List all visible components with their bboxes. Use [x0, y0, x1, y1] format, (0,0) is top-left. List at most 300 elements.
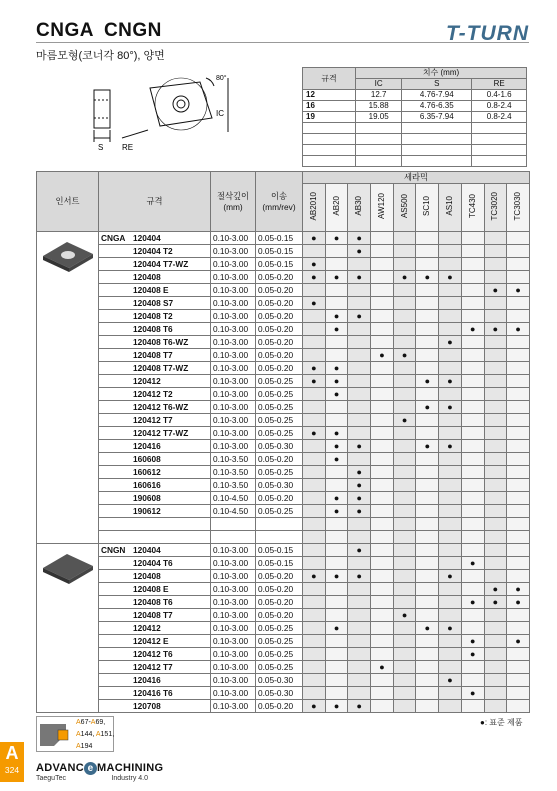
empty-cell	[256, 531, 303, 544]
depth-cell: 0.10-3.00	[211, 388, 256, 401]
feed-cell: 0.05-0.20	[256, 570, 303, 583]
standard-dot: ●	[333, 311, 340, 321]
footer-brand-e: e	[84, 762, 97, 775]
grade-cell	[325, 492, 348, 505]
grade-cell	[371, 284, 394, 297]
grade-cell	[303, 492, 326, 505]
ref-letter: A	[76, 731, 81, 738]
feed-cell: 0.05-0.30	[256, 479, 303, 492]
grade-cell	[416, 245, 439, 258]
spec-cell	[99, 687, 211, 700]
s-label: S	[98, 143, 104, 152]
spec-cell	[99, 466, 211, 479]
grade-cell	[439, 453, 462, 466]
grade-cell	[371, 232, 394, 245]
table-row	[37, 674, 530, 687]
grade-cell	[393, 609, 416, 622]
grade-cell	[371, 258, 394, 271]
dim-size: 12	[303, 90, 356, 101]
grade-header	[393, 184, 416, 232]
grade-cell	[484, 375, 507, 388]
spec-value: 120412 E	[133, 636, 169, 646]
grade-cell	[507, 427, 530, 440]
table-row	[37, 661, 530, 674]
grade-cell	[393, 427, 416, 440]
grade-label: AW120	[376, 193, 386, 219]
grade-cell	[348, 388, 371, 401]
feed-cell: 0.05-0.25	[256, 505, 303, 518]
grade-cell	[325, 635, 348, 648]
depth-cell: 0.10-3.00	[211, 258, 256, 271]
grade-cell	[439, 583, 462, 596]
standard-dot: ●	[311, 376, 317, 386]
col-re: RE	[472, 79, 527, 90]
grade-cell	[303, 596, 326, 609]
empty-cell	[393, 531, 416, 544]
grade-cell	[325, 232, 348, 245]
depth-cell: 0.10-4.50	[211, 505, 256, 518]
spec-cell	[99, 375, 211, 388]
feed-cell: 0.05-0.20	[256, 349, 303, 362]
table-row	[37, 648, 530, 661]
standard-dot: ●	[356, 545, 362, 555]
depth-cell: 0.10-3.00	[211, 596, 256, 609]
grade-cell	[393, 466, 416, 479]
ref-letter: A	[95, 731, 101, 738]
grade-cell	[348, 648, 371, 661]
grade-cell	[371, 570, 394, 583]
feed-cell: 0.05-0.25	[256, 648, 303, 661]
table-row	[37, 557, 530, 570]
spec-cell	[99, 245, 211, 258]
spec-cell	[99, 362, 211, 375]
grade-cell	[461, 284, 484, 297]
grade-cell	[484, 258, 507, 271]
dim-size: 19	[303, 112, 356, 123]
grade-cell	[484, 427, 507, 440]
table-row-empty	[37, 531, 530, 544]
grade-cell	[325, 544, 348, 557]
grade-cell	[507, 466, 530, 479]
standard-dot: ●	[333, 623, 340, 633]
grade-header	[325, 184, 348, 232]
grade-cell	[393, 583, 416, 596]
table-row	[37, 310, 530, 323]
grade-cell	[393, 284, 416, 297]
spec-cell	[99, 258, 211, 271]
depth-cell: 0.10-3.00	[211, 375, 256, 388]
standard-dot: ●	[469, 688, 476, 698]
spec-value: 120404 T7-WZ	[133, 259, 189, 269]
spec-value: 120408 T7	[133, 610, 173, 620]
dim-row	[303, 101, 527, 112]
standard-dot: ●	[469, 597, 476, 607]
spec-value: 120408	[133, 272, 161, 282]
standard-dot: ●	[356, 701, 362, 711]
ref-page: 144,	[80, 731, 96, 738]
empty-cell	[211, 518, 256, 531]
feed-cell: 0.05-0.20	[256, 700, 303, 713]
dim-s: 4.76-7.94	[402, 90, 472, 101]
standard-dot: ●	[447, 272, 453, 282]
feed-cell: 0.05-0.20	[256, 271, 303, 284]
grade-cell	[325, 700, 348, 713]
grade-cell	[371, 427, 394, 440]
table-row	[37, 453, 530, 466]
footer-brand-right: MACHINING	[97, 762, 164, 774]
grade-cell	[461, 245, 484, 258]
feed-cell: 0.05-0.15	[256, 258, 303, 271]
grade-cell	[303, 271, 326, 284]
grade-cell	[439, 505, 462, 518]
grade-cell	[371, 453, 394, 466]
grade-cell	[484, 323, 507, 336]
grade-cell	[303, 414, 326, 427]
grade-cell	[303, 648, 326, 661]
re-label: RE	[122, 143, 134, 152]
grade-cell	[416, 258, 439, 271]
col-s: S	[402, 79, 472, 90]
grade-cell	[507, 388, 530, 401]
grade-cell	[348, 414, 371, 427]
grade-label: TC3020	[490, 191, 500, 221]
page-subtitle: 마름모형(코너각 80°), 양면	[36, 50, 165, 62]
col-ic: IC	[356, 79, 402, 90]
footer-tagline: Industry 4.0	[111, 775, 148, 782]
standard-dot: ●	[333, 441, 340, 451]
grade-cell	[416, 609, 439, 622]
standard-dot: ●	[492, 324, 499, 334]
feed-cell: 0.05-0.20	[256, 596, 303, 609]
depth-cell: 0.10-3.00	[211, 700, 256, 713]
grade-cell	[439, 362, 462, 375]
grade-cell	[416, 700, 439, 713]
grade-cell	[461, 674, 484, 687]
empty-cell	[99, 518, 211, 531]
grade-cell	[439, 635, 462, 648]
standard-dot: ●	[447, 623, 453, 633]
grade-cell	[484, 609, 507, 622]
grade-cell	[416, 440, 439, 453]
depth-cell: 0.10-3.00	[211, 440, 256, 453]
dim-header: 치수 (mm)	[356, 68, 527, 79]
grade-cell	[507, 414, 530, 427]
depth-cell: 0.10-3.00	[211, 401, 256, 414]
table-row	[37, 349, 530, 362]
table-row	[37, 492, 530, 505]
grade-cell	[416, 427, 439, 440]
grade-cell	[393, 388, 416, 401]
legend	[480, 717, 522, 728]
grade-label: AB20	[331, 196, 341, 216]
spec-cell	[99, 297, 211, 310]
grade-cell	[393, 414, 416, 427]
dim-s: 4.76-6.35	[402, 101, 472, 112]
grade-label: AB30	[354, 196, 364, 216]
grade-cell	[507, 687, 530, 700]
spec-cell	[99, 583, 211, 596]
spec-cell	[99, 596, 211, 609]
grade-cell	[348, 310, 371, 323]
grade-cell	[348, 375, 371, 388]
table-row	[37, 271, 530, 284]
empty-cell	[416, 531, 439, 544]
grade-cell	[439, 349, 462, 362]
dim-row-empty	[303, 145, 527, 156]
grade-cell	[439, 674, 462, 687]
dim-row-empty	[303, 123, 527, 134]
grade-cell	[325, 362, 348, 375]
grade-cell	[371, 375, 394, 388]
feed-cell: 0.05-0.20	[256, 336, 303, 349]
insert-image-cell	[37, 544, 99, 713]
depth-cell: 0.10-3.00	[211, 648, 256, 661]
grade-cell	[484, 557, 507, 570]
feed-cell: 0.05-0.20	[256, 492, 303, 505]
feed-cell: 0.05-0.20	[256, 310, 303, 323]
grade-cell	[325, 349, 348, 362]
grade-cell	[393, 635, 416, 648]
feed-cell: 0.05-0.25	[256, 427, 303, 440]
empty-cell	[484, 531, 507, 544]
grade-cell	[416, 375, 439, 388]
grade-cell	[393, 323, 416, 336]
standard-dot: ●	[356, 233, 362, 243]
grade-cell	[303, 375, 326, 388]
table-row	[37, 401, 530, 414]
grade-cell	[303, 635, 326, 648]
grade-cell	[393, 622, 416, 635]
standard-dot: ●	[447, 376, 453, 386]
feed-cell: 0.05-0.25	[256, 401, 303, 414]
table-row	[37, 622, 530, 635]
grade-cell	[484, 401, 507, 414]
table-row	[37, 479, 530, 492]
spec-value: 120408 E	[133, 584, 169, 594]
grade-cell	[348, 674, 371, 687]
spec-cell	[99, 479, 211, 492]
standard-dot: ●	[424, 376, 430, 386]
grade-cell	[484, 336, 507, 349]
grade-cell	[416, 492, 439, 505]
dim-row	[303, 112, 527, 123]
grade-cell	[303, 557, 326, 570]
grade-cell	[371, 596, 394, 609]
grade-cell	[507, 479, 530, 492]
standard-dot: ●	[333, 376, 340, 386]
table-row	[37, 583, 530, 596]
grade-cell	[303, 401, 326, 414]
grade-cell	[303, 336, 326, 349]
grade-cell	[325, 661, 348, 674]
grade-cell	[303, 323, 326, 336]
grade-cell	[507, 232, 530, 245]
grade-cell	[484, 245, 507, 258]
table-row	[37, 635, 530, 648]
table-row	[37, 466, 530, 479]
grade-cell	[303, 479, 326, 492]
grade-cell	[325, 427, 348, 440]
standard-dot: ●	[356, 272, 362, 282]
grade-header	[461, 184, 484, 232]
grade-cell	[371, 245, 394, 258]
grade-label: AB2010	[308, 191, 318, 221]
grade-cell	[439, 700, 462, 713]
spec-value: 190608	[133, 493, 161, 503]
angle-label: 80°	[216, 75, 227, 82]
grade-cell	[303, 310, 326, 323]
grade-cell	[439, 622, 462, 635]
grade-cell	[484, 622, 507, 635]
dim-ic: 19.05	[356, 112, 402, 123]
table-row	[37, 362, 530, 375]
grade-cell	[371, 505, 394, 518]
grade-cell	[348, 440, 371, 453]
grade-cell	[325, 440, 348, 453]
grade-cell	[393, 336, 416, 349]
ceramic-header: 세라믹	[303, 172, 530, 184]
standard-dot: ●	[311, 363, 317, 373]
depth-cell: 0.10-3.00	[211, 245, 256, 258]
grade-cell	[416, 388, 439, 401]
grade-cell	[484, 648, 507, 661]
grade-cell	[416, 622, 439, 635]
table-row	[37, 414, 530, 427]
spec-cell	[99, 414, 211, 427]
empty-cell	[325, 531, 348, 544]
standard-dot: ●	[469, 324, 476, 334]
spec-cell	[99, 388, 211, 401]
grade-cell	[439, 401, 462, 414]
feed-cell: 0.05-0.15	[256, 232, 303, 245]
grade-cell	[461, 414, 484, 427]
size-header: 규격	[303, 68, 356, 90]
spec-cell	[99, 622, 211, 635]
grade-cell	[484, 700, 507, 713]
grade-cell	[507, 375, 530, 388]
grade-cell	[507, 310, 530, 323]
footer-brand-left: ADVANC	[36, 762, 85, 774]
grade-cell	[303, 440, 326, 453]
grade-cell	[348, 635, 371, 648]
grade-header	[348, 184, 371, 232]
grade-cell	[371, 466, 394, 479]
grade-cell	[507, 362, 530, 375]
grade-cell	[484, 310, 507, 323]
standard-dot: ●	[379, 662, 385, 672]
spec-value: 120408 S7	[133, 298, 174, 308]
feed-cell: 0.05-0.25	[256, 635, 303, 648]
standard-dot: ●	[333, 454, 340, 464]
grade-cell	[348, 427, 371, 440]
depth-cell: 0.10-3.00	[211, 609, 256, 622]
depth-cell: 0.10-3.00	[211, 583, 256, 596]
grade-header	[303, 184, 326, 232]
standard-dot: ●	[492, 584, 499, 594]
grade-cell	[371, 635, 394, 648]
spec-cell	[99, 661, 211, 674]
grade-cell	[325, 336, 348, 349]
cngn-insert-image	[37, 548, 97, 588]
grade-cell	[393, 674, 416, 687]
standard-dot: ●	[311, 428, 317, 438]
grade-cell	[303, 609, 326, 622]
spec-value: 120408 T6	[133, 324, 173, 334]
standard-dot: ●	[333, 324, 340, 334]
grade-cell	[439, 297, 462, 310]
grade-cell	[507, 349, 530, 362]
grade-cell	[439, 479, 462, 492]
grade-cell	[303, 466, 326, 479]
ref-page: 69,	[95, 719, 106, 726]
grade-cell	[303, 284, 326, 297]
grade-cell	[303, 258, 326, 271]
grade-cell	[416, 596, 439, 609]
grade-cell	[507, 271, 530, 284]
grade-cell	[371, 323, 394, 336]
standard-dot: ●	[333, 233, 340, 243]
table-row	[37, 596, 530, 609]
standard-dot: ●	[447, 402, 453, 412]
series-code: CNGA	[101, 233, 126, 243]
empty-cell	[256, 518, 303, 531]
standard-dot: ●	[424, 441, 430, 451]
grade-cell	[439, 388, 462, 401]
grade-cell	[461, 635, 484, 648]
depth-cell: 0.10-3.00	[211, 674, 256, 687]
grade-cell	[461, 375, 484, 388]
spec-cell	[99, 310, 211, 323]
grade-cell	[416, 414, 439, 427]
grade-cell	[348, 284, 371, 297]
spec-value: 120416	[133, 441, 161, 451]
ref-letter: A	[90, 719, 96, 726]
grade-table	[36, 171, 530, 713]
grade-cell	[371, 336, 394, 349]
standard-dot: ●	[311, 259, 317, 269]
grade-cell	[303, 453, 326, 466]
grade-cell	[393, 661, 416, 674]
grade-cell	[393, 362, 416, 375]
insert-image-cell	[37, 232, 99, 544]
grade-cell	[484, 284, 507, 297]
grade-cell	[439, 375, 462, 388]
grade-cell	[416, 557, 439, 570]
spec-cell	[99, 232, 211, 245]
empty-cell	[348, 531, 371, 544]
grade-header	[507, 184, 530, 232]
standard-dot: ●	[311, 233, 317, 243]
grade-cell	[439, 284, 462, 297]
table-row	[37, 570, 530, 583]
standard-dot: ●	[356, 480, 362, 490]
legend-dot: ●	[480, 718, 485, 727]
feed-cell: 0.05-0.25	[256, 414, 303, 427]
grade-cell	[461, 401, 484, 414]
grade-cell	[325, 375, 348, 388]
grade-cell	[507, 336, 530, 349]
spec-cell	[99, 635, 211, 648]
grade-cell	[325, 570, 348, 583]
grade-cell	[325, 583, 348, 596]
grade-cell	[439, 544, 462, 557]
spec-value: 120404 T6	[133, 558, 173, 568]
grade-cell	[507, 570, 530, 583]
grade-cell	[371, 622, 394, 635]
depth-cell: 0.10-3.50	[211, 453, 256, 466]
standard-dot: ●	[333, 701, 340, 711]
grade-cell	[461, 687, 484, 700]
